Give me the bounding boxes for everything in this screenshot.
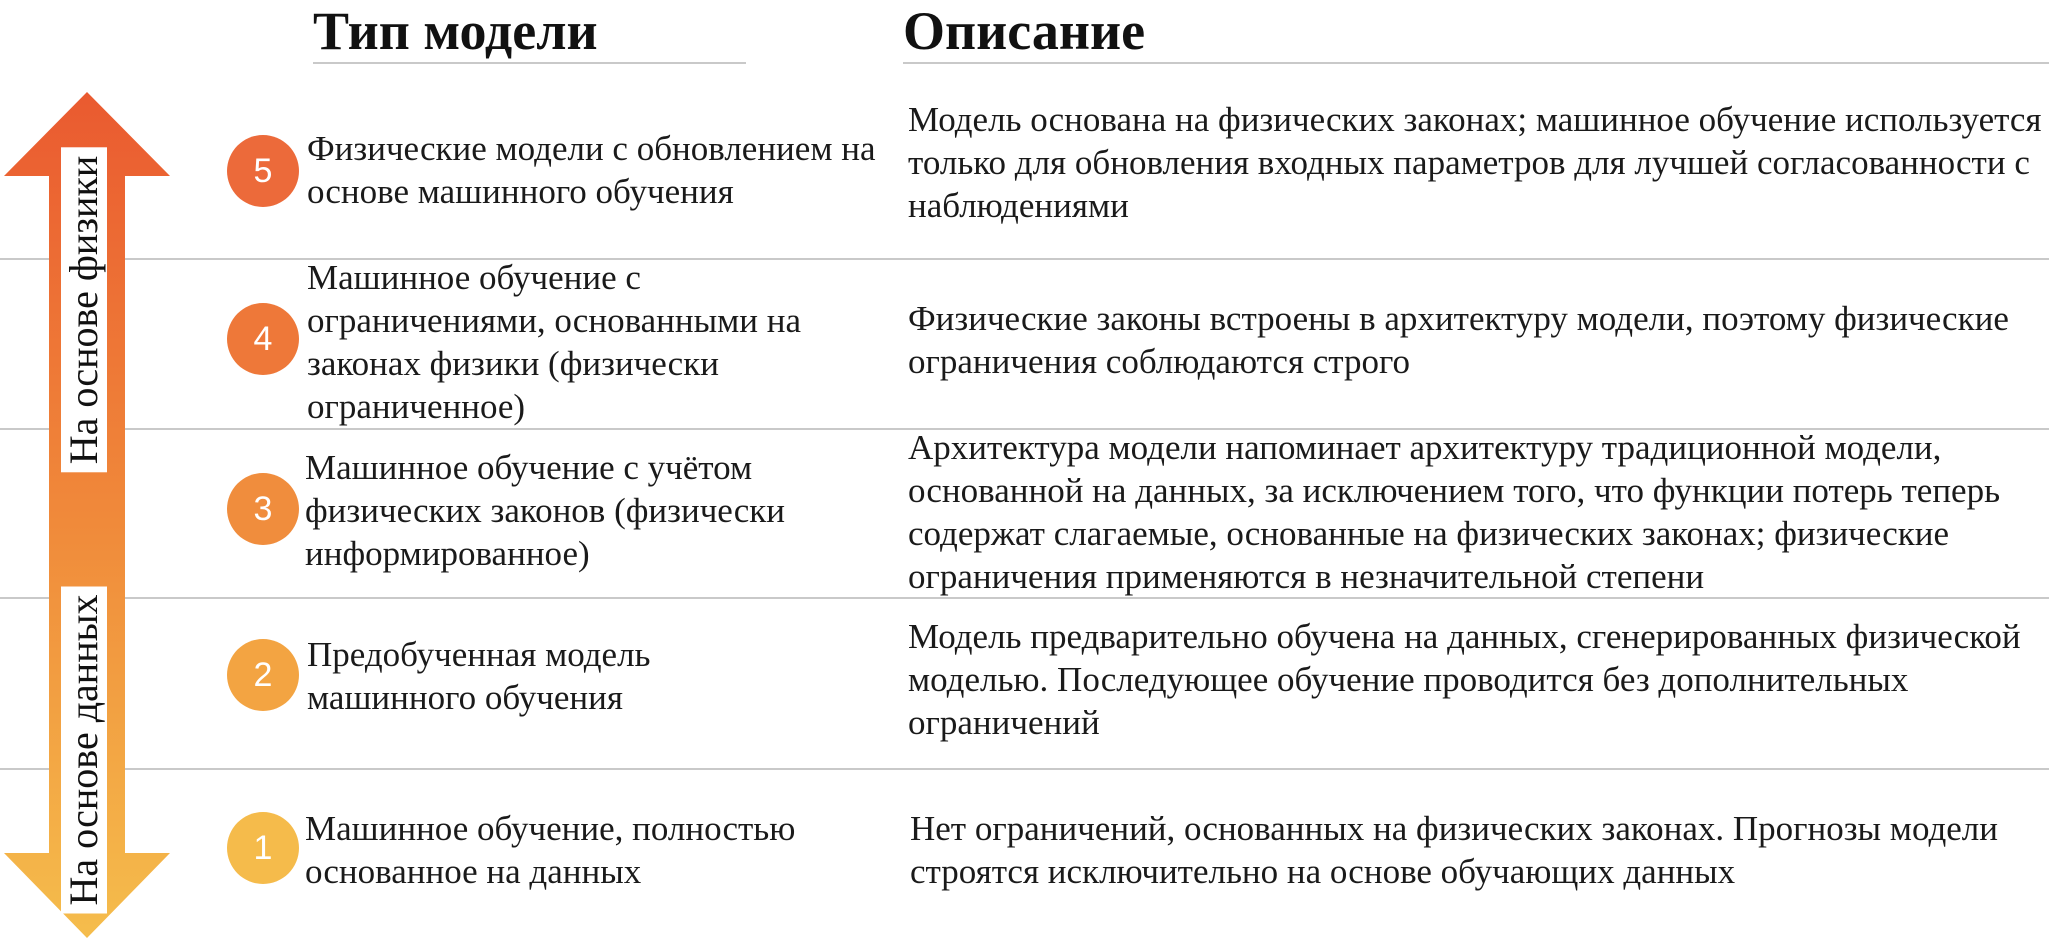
- column-header-description: Описание: [903, 1, 1146, 61]
- header-underline-description: [903, 62, 2049, 64]
- model-description-4: Физические законы встроены в архитектуру модели, поэтому физические ограничения соблюдаются строго: [908, 299, 2009, 381]
- model-description-3: Архитектура модели напоминает архитектуру традиционной модели, основанной на данных, за исключением того, что функции потерь теперь содержат слагаемые, основанные на физических законах; физические ограничения применяются в незначительной степени: [908, 428, 2001, 596]
- model-type-4: Машинное обучение с ограничениями, основанными на законах физики (физически ограниченное): [307, 258, 802, 426]
- model-description-5: Модель основана на физических законах; машинное обучение используется только для обновления входных параметров для лучшей согласованности с наблюдениями: [908, 100, 2042, 225]
- model-type-1: Машинное обучение, полностью основанное на данных: [305, 809, 796, 891]
- level-badge-2: 2: [227, 639, 299, 711]
- axis-label-data: На основе данных: [61, 587, 107, 914]
- model-type-3: Машинное обучение с учётом физических законов (физически информированное): [305, 448, 785, 573]
- column-header-type: Тип модели: [313, 1, 598, 61]
- model-description-2: Модель предварительно обучена на данных, сгенерированных физической моделью. Последующее обучение проводится без дополнительных ограничений: [908, 617, 2021, 742]
- axis-label-physics: На основе физики: [61, 148, 107, 473]
- row-divider: [0, 768, 2049, 770]
- level-badge-3: 3: [227, 473, 299, 545]
- level-badge-4: 4: [227, 303, 299, 375]
- model-type-2: Предобученная модель машинного обучения: [307, 635, 651, 717]
- level-badge-1: 1: [227, 812, 299, 884]
- model-description-1: Нет ограничений, основанных на физических законах. Прогнозы модели строятся исключительно на основе обучающих данных: [910, 809, 1998, 891]
- header-underline-type: [313, 62, 746, 64]
- model-type-5: Физические модели с обновлением на основе машинного обучения: [307, 129, 876, 211]
- level-badge-5: 5: [227, 135, 299, 207]
